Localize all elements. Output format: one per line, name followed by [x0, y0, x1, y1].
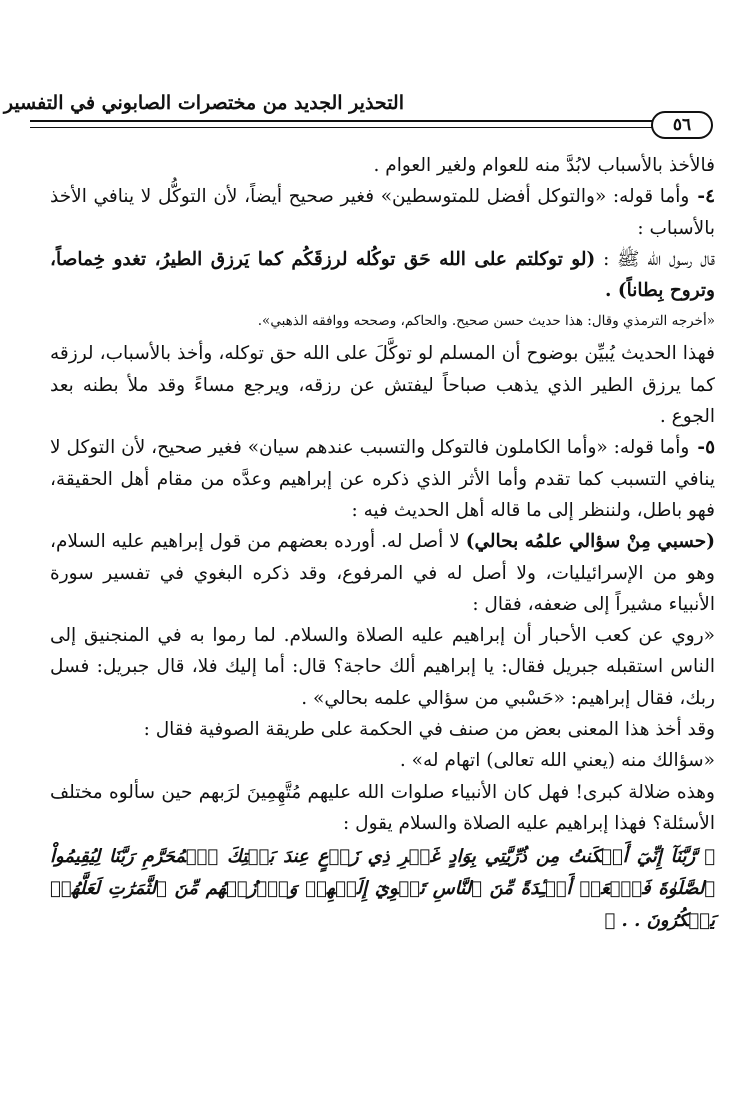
hadith-paragraph	[50, 244, 715, 307]
quran-close-bracket: ﴾	[604, 910, 616, 932]
list-item-4	[50, 181, 715, 244]
item-5-text: وأما قوله: «وأما الكاملون فالتوكل والتسبب عندهم سيان» فغير صحيح، لأن التوكل لا ينافي التسبب كما تقدم وأما الأثر الذي ذكره عن إبراهيم وعدَّه من مقام أهل الحقيقة، فهو باطل، ولننظر إلى ما قاله أهل الحديث فيه :	[50, 437, 715, 521]
paragraph-3-rest: لا أصل له. أورده بعضهم من قول إبراهيم عليه السلام، وهو من الإسرائيليات، ولا أصل له في المرفوع، وقد ذكره البغوي في تفسير سورة الأنبياء مشيراً إلى ضعفه، فقال :	[50, 531, 715, 615]
quran-open-bracket: ﴿	[704, 846, 715, 868]
hadith-intro: قال رسول الله ﷺ :	[603, 248, 715, 270]
item-number-4: ٤-	[697, 186, 715, 208]
running-header-title: التحذير الجديد من مختصرات الصابوني في التفسير	[3, 92, 404, 114]
page-number-badge: ٥٦	[651, 111, 713, 139]
paragraph-4: «روي عن كعب الأحبار أن إبراهيم عليه الصلاة والسلام. لما رموا به في المنجنيق إلى الناس استقبله جبريل فقال: يا إبراهيم ألك حاجة؟ قال: أما إليك فلا، قال جبريل: فسل ربك، فقال إبراهيم: «حَسْبي من سؤالي علمه بحالي» .	[50, 625, 715, 709]
paragraph-6: وهذه ضلالة كبرى! فهل كان الأنبياء صلوات الله عليهم مُتَّهِمِينَ لرَبهم حين سألوه مختلف الأسئلة؟ فهذا إبراهيم عليه الصلاة والسلام يقول :	[50, 781, 715, 834]
paragraph-2: فهذا الحديث يُبيِّن بوضوح أن المسلم لو توكَّلَ على الله حق توكله، وأخذ بالأسباب، لرزقه كما يرزق الطير الذي يذهب صباحاً ليفتش عن رزقه، ويرجع مساءً وقد ملأ بطنه بعد الجوع .	[50, 343, 715, 428]
header-rule	[30, 120, 659, 128]
athar-quote: (حسبي مِنْ سؤالي علمُه بحالي)	[465, 531, 715, 553]
hadith-text: (لو توكلتم على الله حَق توكُله لرزقَكُم كما يَرزق الطيرُ، تغدو خِماصاً، وتروح بِطاناً) .	[50, 248, 715, 302]
list-item-5	[50, 432, 715, 526]
item-4-text: وأما قوله: «والتوكل أفضل للمتوسطين» فغير صحيح أيضاً، لأن التوكُّل لا ينافي الأخذ بالأسباب :	[50, 186, 715, 239]
page-body	[50, 150, 715, 937]
sufi-quote: «سؤالك منه (يعني الله تعالى) اتهام له» .	[399, 750, 715, 772]
item-number-5: ٥-	[697, 437, 715, 459]
footnote-takhrij: «أخرجه الترمذي وقال: هذا حديث حسن صحيح. والحاكم، وصححه ووافقه الذهبي».	[257, 313, 715, 330]
paragraph-3	[50, 526, 715, 620]
quran-verse	[50, 841, 715, 937]
paragraph-1: فالأخذ بالأسباب لابُدَّ منه للعوام ولغير العوام .	[373, 155, 715, 176]
quran-verse-text: رَّبَّنَآ إِنِّيٓ أَسۡكَنتُ مِن ذُرِّيَّتِي بِوَادٍ غَيۡرِ ذِي زَرۡعٍ عِندَ بَيۡتِكَ ٱلۡمُحَرَّمِ رَبَّنَا لِيُقِيمُواْ ٱلصَّلَوٰةَ فَٱجۡعَلۡ أَفۡـِٔدَةً مِّنَ ٱلنَّاسِ تَهۡوِيٓ إِلَيۡهِمۡ وَٱرۡزُقۡهُم مِّنَ ٱلثَّمَرَٰتِ لَعَلَّهُمۡ يَشۡكُرُونَ . .	[50, 846, 715, 932]
paragraph-5: وقد أخذ هذا المعنى بعض من صنف في الحكمة على طريقة الصوفية فقال :	[143, 719, 715, 741]
